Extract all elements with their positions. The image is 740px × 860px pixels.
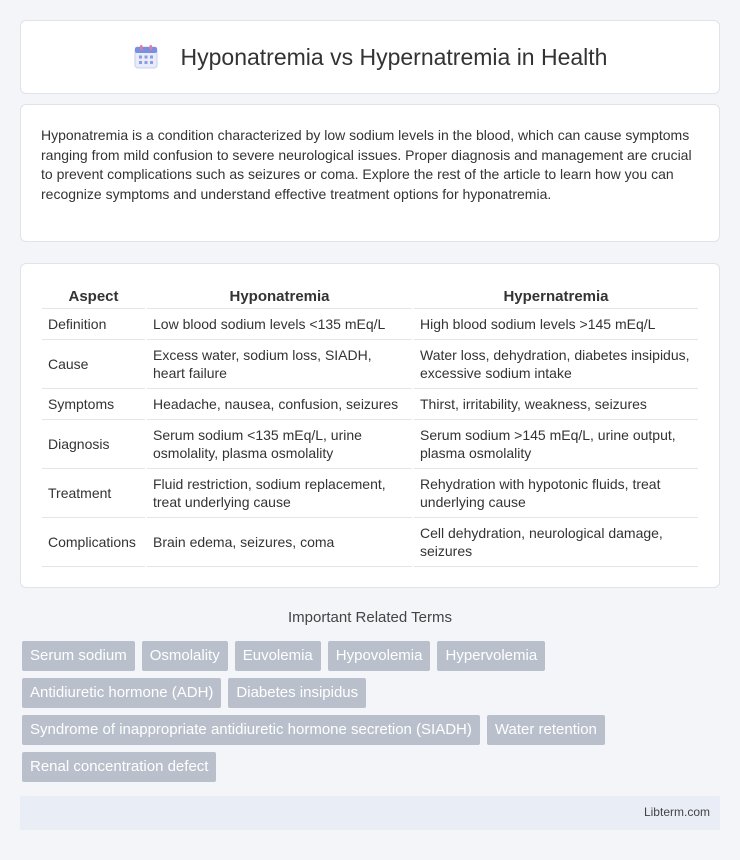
row-hypernatremia: High blood sodium levels >145 mEq/L: [414, 309, 698, 340]
row-hypernatremia: Rehydration with hypotonic fluids, treat underlying cause: [414, 469, 698, 518]
tag-hypovolemia[interactable]: Hypovolemia: [328, 641, 431, 671]
table-row: [42, 420, 698, 469]
tag-row: [22, 641, 722, 671]
comparison-table: [40, 282, 700, 567]
calendar-icon: [133, 44, 159, 70]
table-row: [42, 309, 698, 340]
tag-row: [22, 678, 722, 708]
intro-card: [20, 104, 720, 242]
tag-renal-concentration-defect[interactable]: Renal concentration defect: [22, 752, 216, 782]
tag-row: [22, 752, 722, 782]
related-terms-heading: Important Related Terms: [288, 609, 452, 626]
row-hypernatremia: Thirst, irritability, weakness, seizures: [414, 389, 698, 420]
row-aspect: Diagnosis: [42, 420, 145, 469]
title-card: [20, 20, 720, 94]
row-hypernatremia: Water loss, dehydration, diabetes insipidus, excessive sodium intake: [414, 340, 698, 389]
header-aspect: Aspect: [42, 282, 145, 309]
row-hyponatremia: Headache, nausea, confusion, seizures: [147, 389, 412, 420]
page-title: Hyponatremia vs Hypernatremia in Health: [180, 43, 608, 70]
row-hyponatremia: Serum sodium <135 mEq/L, urine osmolality, plasma osmolality: [147, 420, 412, 469]
comparison-card: [20, 263, 720, 588]
row-hyponatremia: Excess water, sodium loss, SIADH, heart failure: [147, 340, 412, 389]
tag-row: [22, 715, 722, 745]
table-row: [42, 340, 698, 389]
table-row: [42, 518, 698, 567]
row-aspect: Definition: [42, 309, 145, 340]
tag-serum-sodium[interactable]: Serum sodium: [22, 641, 135, 671]
row-aspect: Symptoms: [42, 389, 145, 420]
table-row: [42, 389, 698, 420]
row-hypernatremia: Serum sodium >145 mEq/L, urine output, plasma osmolality: [414, 420, 698, 469]
tag-euvolemia[interactable]: Euvolemia: [235, 641, 321, 671]
footer: [20, 796, 720, 830]
row-hyponatremia: Brain edema, seizures, coma: [147, 518, 412, 567]
row-hyponatremia: Low blood sodium levels <135 mEq/L: [147, 309, 412, 340]
tag-water-retention[interactable]: Water retention: [487, 715, 605, 745]
row-hypernatremia: Cell dehydration, neurological damage, seizures: [414, 518, 698, 567]
row-aspect: Treatment: [42, 469, 145, 518]
tag-adh[interactable]: Antidiuretic hormone (ADH): [22, 678, 221, 708]
table-row: [42, 469, 698, 518]
tag-osmolality[interactable]: Osmolality: [142, 641, 228, 671]
tag-hypervolemia[interactable]: Hypervolemia: [437, 641, 545, 671]
row-hyponatremia: Fluid restriction, sodium replacement, treat underlying cause: [147, 469, 412, 518]
tag-siadh[interactable]: Syndrome of inappropriate antidiuretic hormone secretion (SIADH): [22, 715, 480, 745]
header-hyponatremia: Hyponatremia: [147, 282, 412, 309]
tag-diabetes-insipidus[interactable]: Diabetes insipidus: [228, 678, 366, 708]
footer-link[interactable]: Libterm.com: [643, 805, 710, 819]
row-aspect: Complications: [42, 518, 145, 567]
related-terms-list: [22, 641, 722, 789]
header-hypernatremia: Hypernatremia: [414, 282, 698, 309]
row-aspect: Cause: [42, 340, 145, 389]
intro-paragraph: Hyponatremia is a condition characterized by low sodium levels in the blood, which can cause symptoms ranging from mild confusion to severe neurological issues. Proper diagnosis and management are crucial to prevent complications such as seizures or coma. Explore the rest of the article to learn how you can recognize symptoms and understand effective treatment options for hyponatremia.: [41, 127, 692, 202]
table-header-row: [42, 282, 698, 309]
